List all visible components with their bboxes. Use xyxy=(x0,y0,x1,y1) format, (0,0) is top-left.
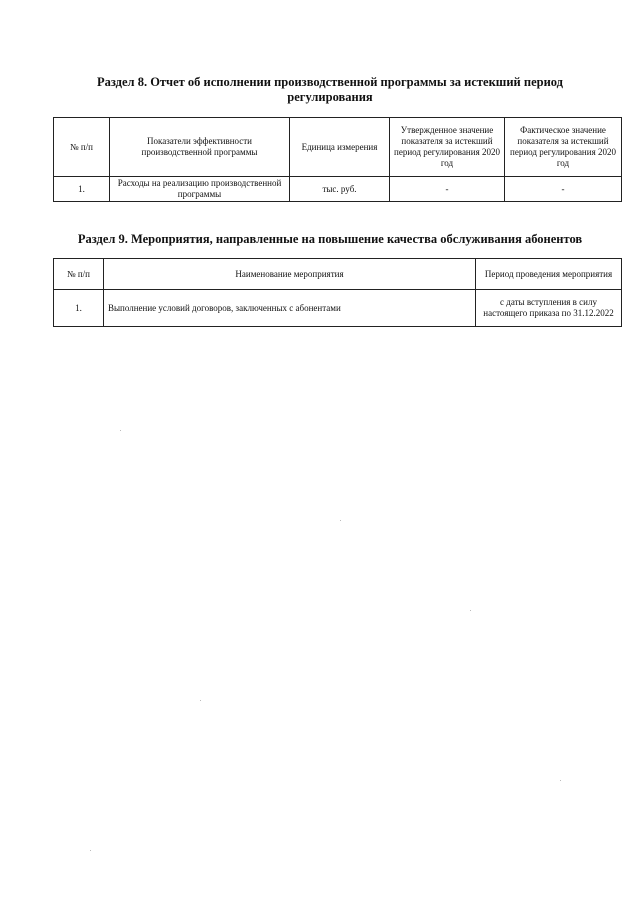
header-cell-unit: Единица измерения xyxy=(290,118,390,177)
header-cell-number: № п/п xyxy=(54,118,110,177)
section-8-title-line2: регулирования xyxy=(287,90,373,104)
cell-number: 1. xyxy=(54,290,104,327)
scan-speck xyxy=(90,850,91,851)
table-header-row xyxy=(54,118,622,177)
scan-speck xyxy=(340,520,341,521)
header-cell-indicator: Показатели эффективности производственной программы xyxy=(110,118,290,177)
header-cell-approved-value: Утвержденное значение показателя за истекший период регулирования 2020 год xyxy=(390,118,505,177)
cell-activity: Выполнение условий договоров, заключенных с абонентами xyxy=(104,290,476,327)
section-9-table xyxy=(53,258,622,327)
header-cell-actual-value: Фактическое значение показателя за истекший период регулирования 2020 год xyxy=(505,118,622,177)
section-8-title xyxy=(60,75,600,105)
header-cell-number: № п/п xyxy=(54,259,104,290)
scan-speck xyxy=(560,780,561,781)
scan-speck xyxy=(470,610,471,611)
table-header-row xyxy=(54,259,622,290)
cell-indicator: Расходы на реализацию производственной программы xyxy=(110,177,290,202)
scan-speck xyxy=(200,700,201,701)
header-cell-period: Период проведения мероприятия xyxy=(476,259,622,290)
section-9-title: Раздел 9. Мероприятия, направленные на повышение качества обслуживания абонентов xyxy=(77,232,583,246)
cell-number: 1. xyxy=(54,177,110,202)
section-8-title-line1: Раздел 8. Отчет об исполнении производственной программы за истекший период xyxy=(97,75,563,89)
cell-actual-value: - xyxy=(505,177,622,202)
cell-unit: тыс. руб. xyxy=(290,177,390,202)
scan-speck xyxy=(120,430,121,431)
cell-period: с даты вступления в силу настоящего приказа по 31.12.2022 xyxy=(476,290,622,327)
header-cell-activity: Наименование мероприятия xyxy=(104,259,476,290)
cell-approved-value: - xyxy=(390,177,505,202)
table-row xyxy=(54,177,622,202)
table-row xyxy=(54,290,622,327)
section-8-table xyxy=(53,117,622,202)
